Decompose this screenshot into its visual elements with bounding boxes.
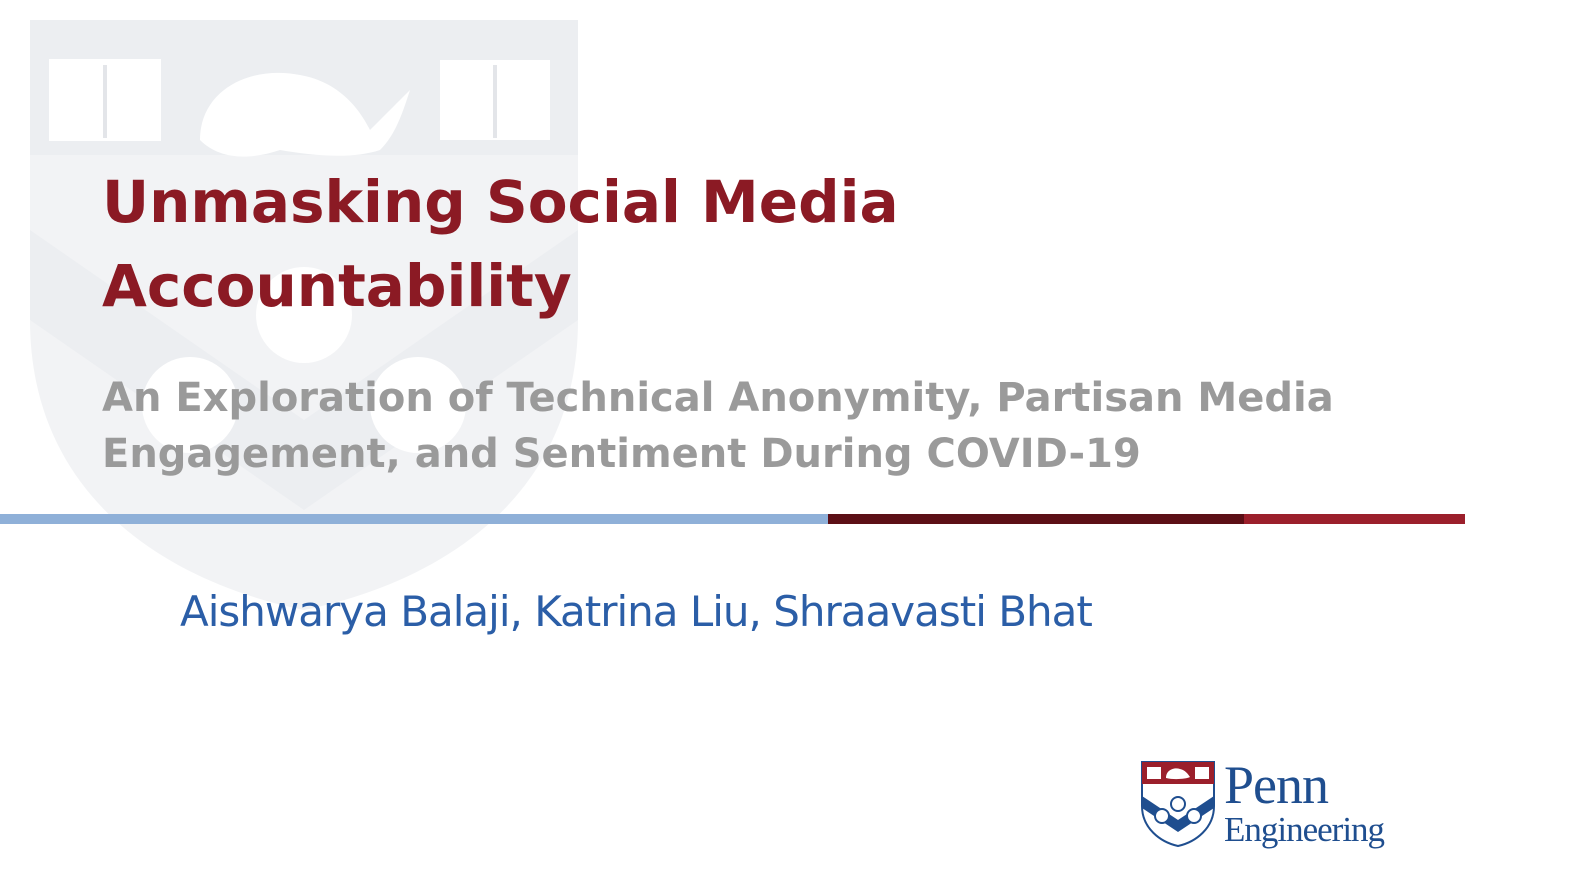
divider-bar: [0, 514, 1465, 524]
slide-title: [102, 160, 1402, 328]
slide-subtitle-line-2: Engagement, and Sentiment During COVID-19: [102, 431, 1141, 477]
penn-engineering-logo: [1140, 755, 1415, 860]
divider-segment-dark-red: [828, 514, 1244, 524]
slide-title-line-2: Accountability: [102, 252, 572, 320]
slide-subtitle-line-1: An Exploration of Technical Anonymity, Partisan Media: [102, 375, 1334, 421]
penn-shield-icon: [1140, 760, 1216, 848]
slide-subtitle: [102, 370, 1482, 482]
divider-segment-blue: [0, 514, 828, 524]
logo-school: Engineering: [1224, 810, 1385, 849]
slide-title-line-1: Unmasking Social Media: [102, 168, 899, 236]
logo-name: Penn: [1224, 755, 1328, 815]
logo-wordmark: [1224, 755, 1385, 850]
authors-list: Aishwarya Balaji, Katrina Liu, Shraavasti Bhat: [180, 587, 1092, 636]
divider-segment-red: [1244, 514, 1465, 524]
